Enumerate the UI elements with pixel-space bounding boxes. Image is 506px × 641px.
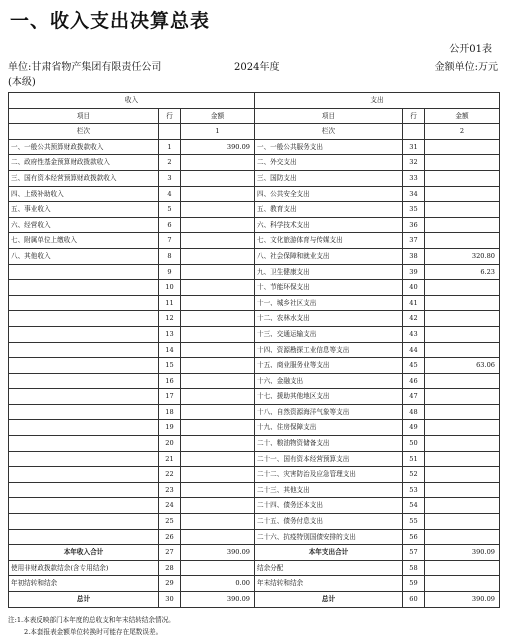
expense-amount [425,560,500,576]
expense-line-header: 行 [403,108,425,124]
header-row-sections [9,93,500,109]
income-line-number: 19 [159,420,181,436]
summary-row [9,576,500,592]
income-item [9,498,159,514]
expense-item: 十三、交通运输支出 [255,326,403,342]
table-row [9,514,500,530]
expense-amount: 6.23 [425,264,500,280]
expense-item: 年末结转和结余 [255,576,403,592]
expense-item: 二十五、债务付息支出 [255,514,403,530]
expense-line-number: 46 [403,373,425,389]
income-item: 二、政府性基金预算财政拨款收入 [9,155,159,171]
table-row [9,280,500,296]
expense-amount: 320.80 [425,248,500,264]
expense-item: 二十六、抗疫特别国债安排的支出 [255,529,403,545]
expense-item: 二十一、国有资本经营预算支出 [255,451,403,467]
expense-line-number: 54 [403,498,425,514]
income-amount [181,217,255,233]
table-row [9,482,500,498]
expense-line-number: 49 [403,420,425,436]
table-row [9,295,500,311]
expense-amount [425,139,500,155]
income-item [9,389,159,405]
income-line-number: 22 [159,467,181,483]
income-amount [181,560,255,576]
expense-item: 三、国防支出 [255,170,403,186]
expense-line-number: 35 [403,202,425,218]
table-row [9,326,500,342]
income-amount [181,420,255,436]
expense-line-number: 53 [403,482,425,498]
income-amount [181,248,255,264]
expense-line-number: 37 [403,233,425,249]
expense-item: 十八、自然资源海洋气象等支出 [255,404,403,420]
budget-summary-table [8,92,500,608]
income-amount [181,342,255,358]
expense-item: 十六、金融支出 [255,373,403,389]
expense-item: 总计 [255,592,403,608]
income-item: 五、事业收入 [9,202,159,218]
income-line-number: 21 [159,451,181,467]
income-item [9,529,159,545]
expense-item: 四、公共安全支出 [255,186,403,202]
expense-line-number: 56 [403,529,425,545]
expense-amount [425,326,500,342]
money-unit: 金额单位:万元 [434,62,498,73]
income-line-number: 25 [159,514,181,530]
income-item: 六、经营收入 [9,217,159,233]
expense-amount [425,186,500,202]
income-amount [181,373,255,389]
expense-line-blank [403,124,425,140]
income-amount [181,202,255,218]
income-line-number: 26 [159,529,181,545]
expense-line-number: 58 [403,560,425,576]
income-item: 七、附属单位上缴收入 [9,233,159,249]
expense-amount [425,498,500,514]
table-row [9,389,500,405]
income-item: 本年收入合计 [9,545,159,561]
expense-item: 二十三、其他支出 [255,482,403,498]
income-column-number: 1 [181,124,255,140]
column-index-row [9,124,500,140]
expense-amount [425,311,500,327]
income-line-number: 23 [159,482,181,498]
table-row [9,264,500,280]
income-line-number: 2 [159,155,181,171]
expense-line-number: 57 [403,545,425,561]
income-amount: 390.09 [181,545,255,561]
income-line-number: 18 [159,404,181,420]
expense-amount [425,529,500,545]
income-item: 使用非财政拨款结余(含专用结余) [9,560,159,576]
fiscal-year: 2024年度 [234,62,280,73]
income-amount: 390.09 [181,592,255,608]
expense-amount [425,217,500,233]
income-item [9,373,159,389]
expense-item: 七、文化旅游体育与传媒支出 [255,233,403,249]
income-line-number: 24 [159,498,181,514]
income-amount [181,404,255,420]
footnotes [8,614,175,638]
expense-item: 十、节能环保支出 [255,280,403,296]
income-item [9,467,159,483]
expense-line-number: 34 [403,186,425,202]
expense-amount [425,280,500,296]
income-item [9,482,159,498]
expense-line-number: 55 [403,514,425,530]
table-row [9,373,500,389]
expense-item: 六、科学技术支出 [255,217,403,233]
income-amount: 0.00 [181,576,255,592]
income-amount [181,311,255,327]
income-line-number: 4 [159,186,181,202]
expense-item: 十九、住房保障支出 [255,420,403,436]
expense-line-number: 59 [403,576,425,592]
expense-item: 九、卫生健康支出 [255,264,403,280]
income-amount [181,295,255,311]
income-amount [181,280,255,296]
income-line-number: 29 [159,576,181,592]
income-item [9,326,159,342]
expense-amount [425,342,500,358]
expense-line-number: 45 [403,358,425,374]
expense-item: 八、社会保障和就业支出 [255,248,403,264]
income-amount [181,326,255,342]
income-item [9,451,159,467]
income-line-number: 15 [159,358,181,374]
table-row [9,436,500,452]
income-amount [181,358,255,374]
table-row [9,217,500,233]
form-number: 公开01表 [449,44,492,55]
income-amount [181,170,255,186]
income-item [9,311,159,327]
income-item [9,342,159,358]
income-item: 三、国有资本经营预算财政拨款收入 [9,170,159,186]
expense-amount: 390.09 [425,545,500,561]
unit-name: 单位:甘肃省物产集团有限责任公司 [8,62,162,73]
page-title: 一、收入支出决算总表 [10,10,211,32]
expense-amount [425,514,500,530]
income-amount [181,467,255,483]
expense-amount [425,420,500,436]
expense-amount [425,170,500,186]
expense-item: 十一、城乡社区支出 [255,295,403,311]
income-line-number: 12 [159,311,181,327]
table-row [9,529,500,545]
expense-amount [425,451,500,467]
expense-line-number: 41 [403,295,425,311]
header-row-columns [9,108,500,124]
expense-line-number: 32 [403,155,425,171]
income-line-header: 行 [159,108,181,124]
table-row [9,311,500,327]
income-amount [181,529,255,545]
expense-line-number: 38 [403,248,425,264]
expense-item: 五、教育支出 [255,202,403,218]
income-line-number: 17 [159,389,181,405]
income-line-number: 9 [159,264,181,280]
expense-amount-header: 金额 [425,108,500,124]
expense-amount [425,373,500,389]
income-line-number: 11 [159,295,181,311]
income-amount: 390.09 [181,139,255,155]
expense-amount [425,576,500,592]
expense-line-number: 39 [403,264,425,280]
income-item [9,264,159,280]
income-item [9,420,159,436]
income-amount [181,451,255,467]
income-line-number: 13 [159,326,181,342]
income-line-number: 28 [159,560,181,576]
income-item [9,514,159,530]
summary-row [9,545,500,561]
expense-item: 十四、资源勘探工业信息等支出 [255,342,403,358]
expense-item: 十七、援助其他地区支出 [255,389,403,405]
table-row [9,342,500,358]
expense-line-number: 31 [403,139,425,155]
expense-line-number: 51 [403,451,425,467]
income-item [9,280,159,296]
table-row [9,139,500,155]
table-row [9,404,500,420]
income-amount [181,436,255,452]
expense-item: 结余分配 [255,560,403,576]
income-line-number: 10 [159,280,181,296]
income-line-number: 6 [159,217,181,233]
expense-amount [425,404,500,420]
income-item-header: 项目 [9,108,159,124]
level-label: (本级) [8,77,36,88]
income-amount [181,498,255,514]
table-row [9,202,500,218]
summary-row [9,560,500,576]
table-row [9,451,500,467]
table-row [9,155,500,171]
expense-amount [425,467,500,483]
expense-item: 十五、商业服务业等支出 [255,358,403,374]
expense-line-number: 52 [403,467,425,483]
expense-column-number: 2 [425,124,500,140]
income-line-number: 14 [159,342,181,358]
income-line-number: 20 [159,436,181,452]
expense-amount [425,436,500,452]
expense-amount [425,233,500,249]
income-amount [181,264,255,280]
income-section-header: 收入 [9,93,255,109]
summary-row [9,592,500,608]
expense-amount [425,295,500,311]
expense-item: 二、外交支出 [255,155,403,171]
expense-column-label: 栏次 [255,124,403,140]
income-line-number: 30 [159,592,181,608]
income-line-number: 1 [159,139,181,155]
table-row [9,420,500,436]
expense-line-number: 40 [403,280,425,296]
table-row [9,467,500,483]
table-row [9,233,500,249]
income-amount [181,155,255,171]
expense-amount [425,155,500,171]
income-line-number: 16 [159,373,181,389]
expense-line-number: 60 [403,592,425,608]
table-row [9,498,500,514]
income-item [9,295,159,311]
expense-amount: 390.09 [425,592,500,608]
income-item: 一、一般公共预算财政拨款收入 [9,139,159,155]
expense-line-number: 48 [403,404,425,420]
income-line-number: 27 [159,545,181,561]
income-item: 总计 [9,592,159,608]
income-line-number: 5 [159,202,181,218]
table-row [9,170,500,186]
table-row [9,358,500,374]
expense-line-number: 36 [403,217,425,233]
expense-line-number: 42 [403,311,425,327]
footnote-2: 2.本套报表金额单位转换时可能存在尾数误差。 [24,628,163,636]
expense-section-header: 支出 [255,93,500,109]
expense-item: 二十四、债务还本支出 [255,498,403,514]
income-line-number: 3 [159,170,181,186]
income-amount [181,482,255,498]
income-item: 四、上级补助收入 [9,186,159,202]
income-line-number: 8 [159,248,181,264]
table-row [9,186,500,202]
expense-amount [425,482,500,498]
expense-item: 本年支出合计 [255,545,403,561]
table-row [9,248,500,264]
income-amount [181,389,255,405]
expense-amount [425,389,500,405]
income-line-blank [159,124,181,140]
income-line-number: 7 [159,233,181,249]
expense-item-header: 项目 [255,108,403,124]
expense-line-number: 33 [403,170,425,186]
expense-amount: 63.06 [425,358,500,374]
expense-line-number: 43 [403,326,425,342]
income-item [9,404,159,420]
expense-item: 二十二、灾害防治及应急管理支出 [255,467,403,483]
income-amount [181,514,255,530]
expense-line-number: 50 [403,436,425,452]
income-amount [181,186,255,202]
expense-item: 二十、粮油物资储备支出 [255,436,403,452]
income-item: 年初结转和结余 [9,576,159,592]
expense-amount [425,202,500,218]
footnote-1: 注:1.本表反映部门本年度的总收支和年末结转结余情况。 [8,616,175,624]
expense-line-number: 44 [403,342,425,358]
income-column-label: 栏次 [9,124,159,140]
income-item [9,358,159,374]
income-amount-header: 金额 [181,108,255,124]
expense-line-number: 47 [403,389,425,405]
income-item: 八、其他收入 [9,248,159,264]
income-amount [181,233,255,249]
expense-item: 十二、农林水支出 [255,311,403,327]
income-item [9,436,159,452]
expense-item: 一、一般公共服务支出 [255,139,403,155]
